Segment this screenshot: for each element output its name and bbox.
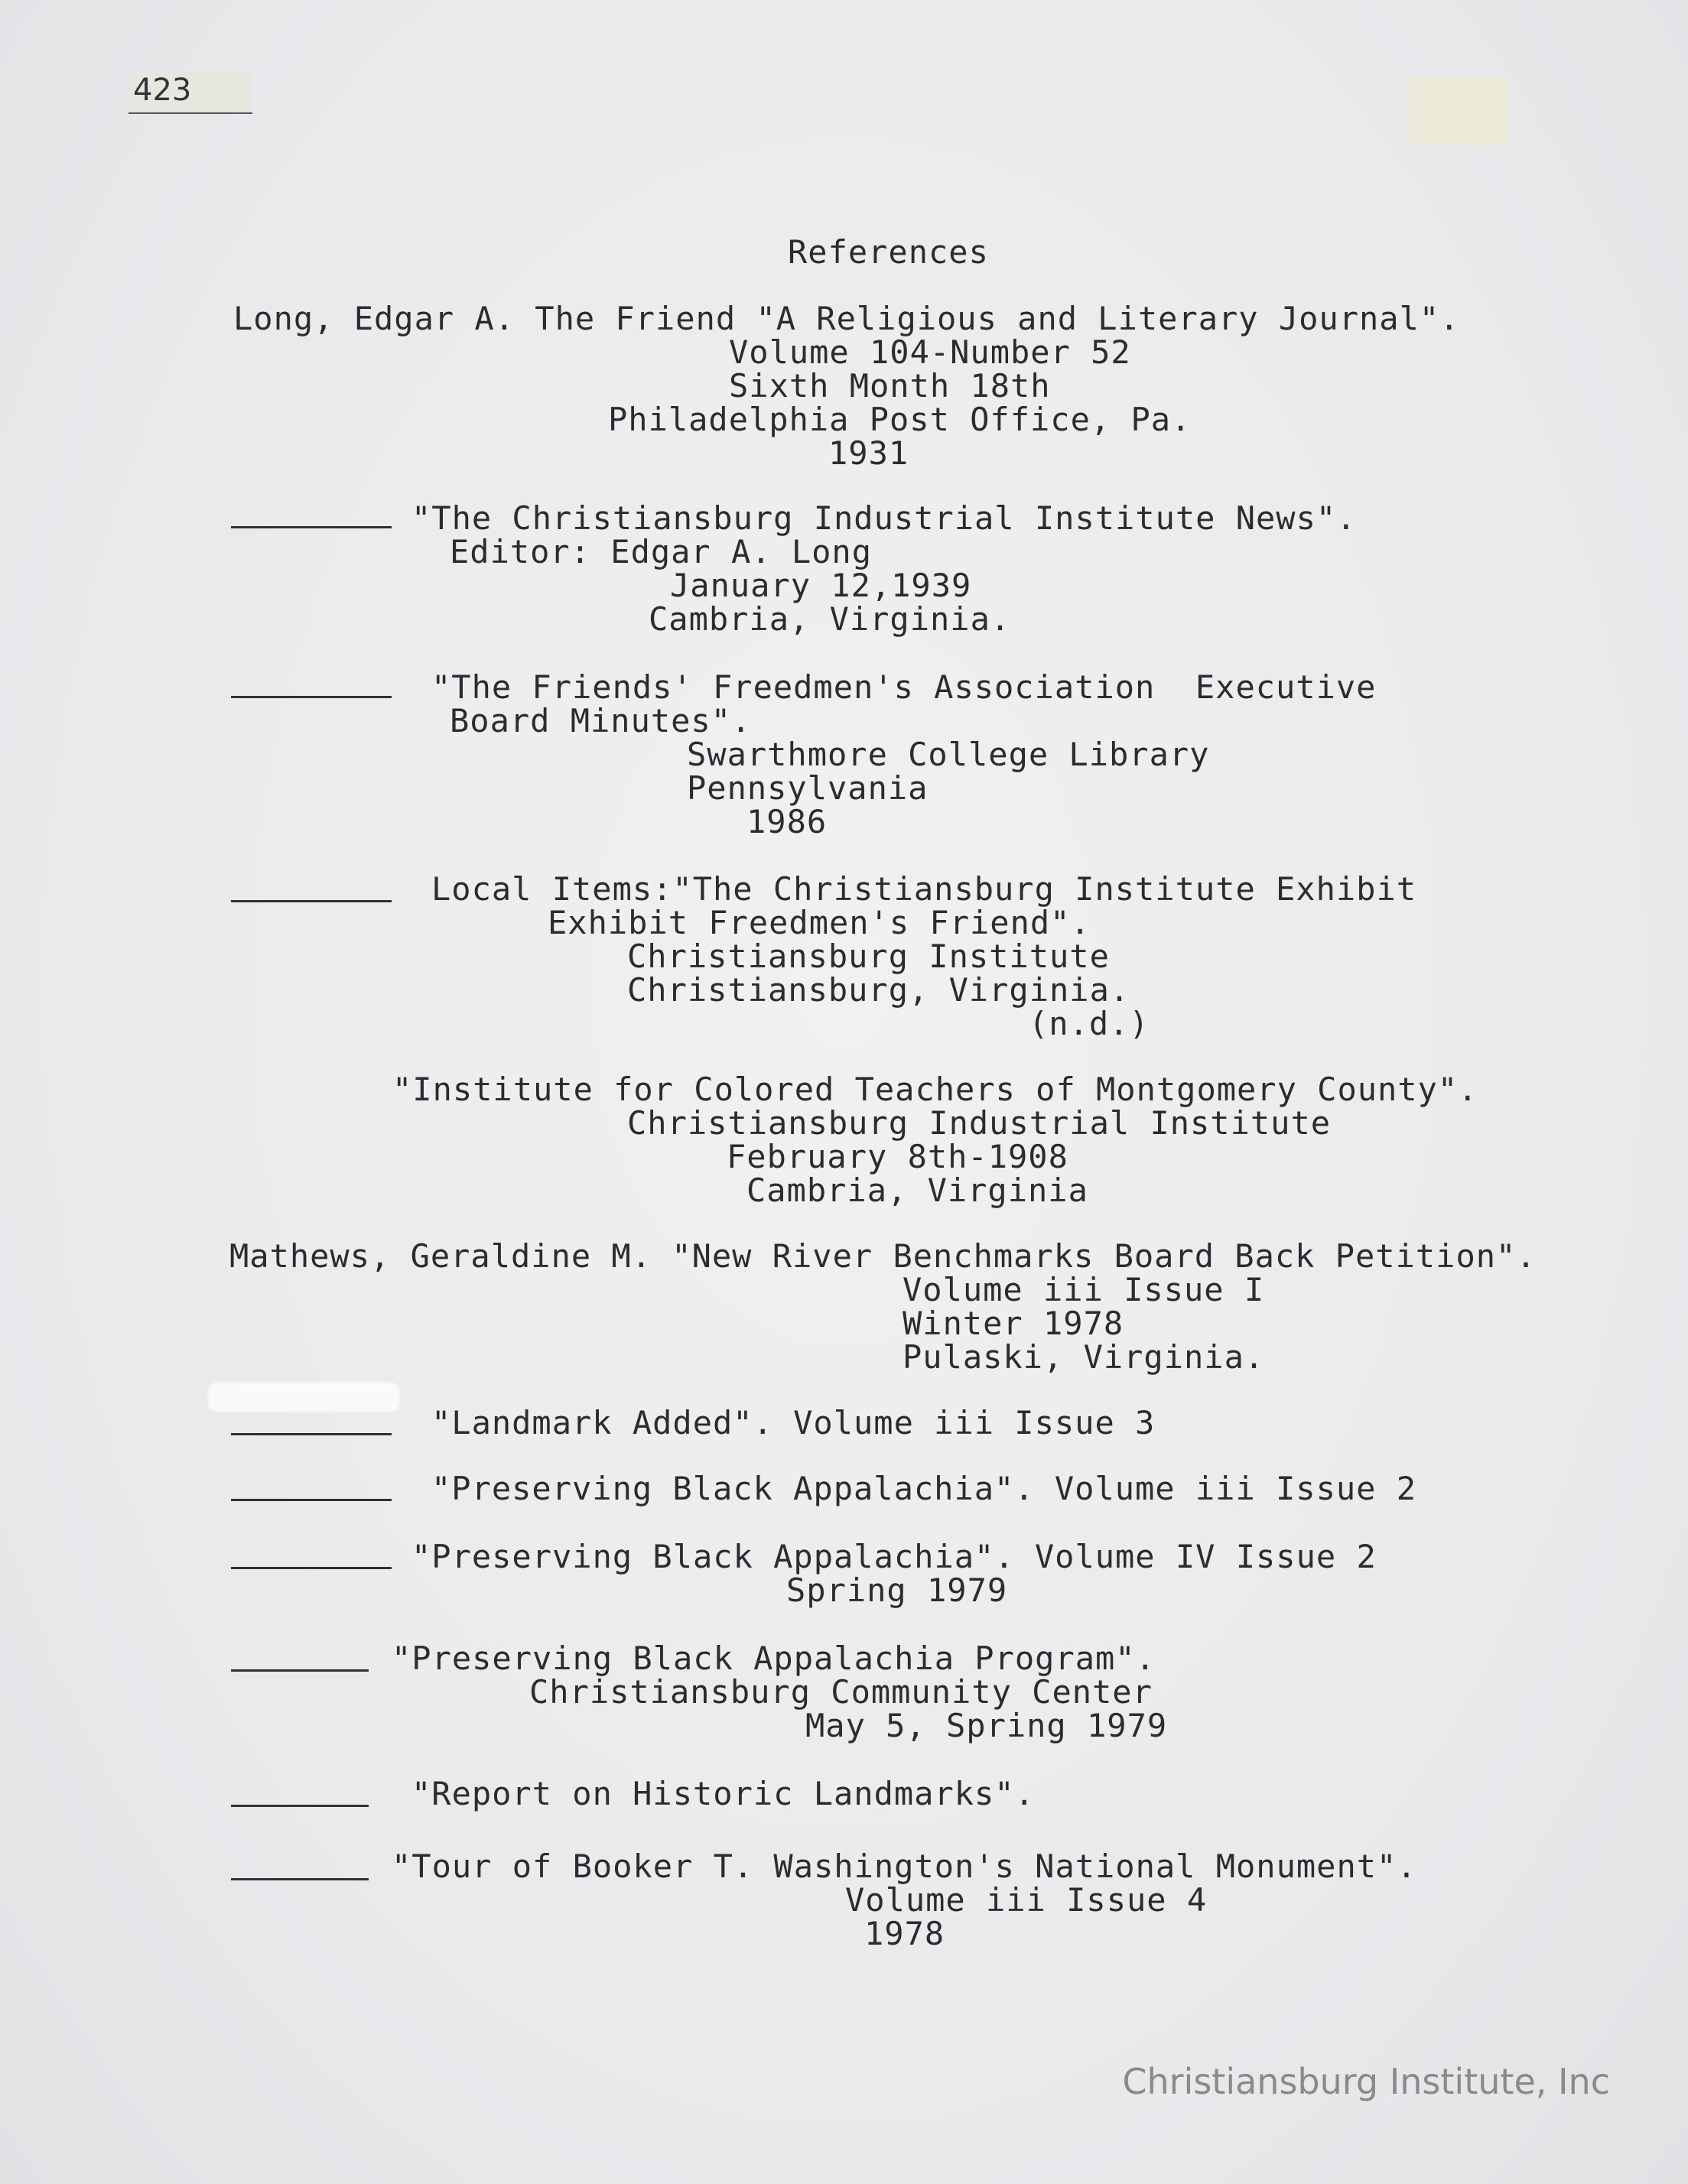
ditto-rule <box>231 1499 392 1501</box>
entry-3-line-3: Swarthmore College Library <box>687 736 1210 773</box>
entry-1-line-4: Philadelphia Post Office, Pa. <box>608 401 1192 438</box>
entry-12-line-2: Volume iii Issue 4 <box>845 1881 1208 1919</box>
entry-2-line-4: Cambria, Virginia. <box>649 600 1011 638</box>
entry-8-line-1: "Preserving Black Appalachia". Volume iii Issue 2 <box>431 1470 1417 1507</box>
ditto-rule <box>231 1805 369 1807</box>
entry-4-line-5: (n.d.) <box>1029 1005 1150 1042</box>
watermark-credit: Christiansburg Institute, Inc <box>1122 2061 1610 2102</box>
entry-9-line-1: "Preserving Black Appalachia". Volume IV Issue 2 <box>411 1538 1377 1575</box>
entry-4-line-1: Local Items:"The Christiansburg Institute Exhibit <box>431 870 1417 908</box>
entry-12-line-1: "Tour of Booker T. Washington's National Monument". <box>392 1848 1417 1885</box>
entry-10-line-2: Christiansburg Community Center <box>529 1673 1153 1711</box>
entry-10-line-3: May 5, Spring 1979 <box>805 1707 1168 1744</box>
entry-5-line-4: Cambria, Virginia <box>746 1172 1088 1209</box>
ditto-rule <box>231 1567 392 1569</box>
entry-2-line-2: Editor: Edgar A. Long <box>450 533 873 570</box>
entry-5-line-3: February 8th-1908 <box>727 1138 1068 1175</box>
entry-6-line-4: Pulaski, Virginia. <box>903 1338 1265 1376</box>
entry-1-line-3: Sixth Month 18th <box>729 367 1051 405</box>
ditto-rule <box>231 1878 369 1880</box>
entry-6-line-2: Volume iii Issue I <box>903 1271 1265 1308</box>
ditto-rule <box>231 1433 392 1435</box>
references-heading: References <box>788 233 989 271</box>
page-number: 423 <box>128 73 252 114</box>
entry-3-line-2: Board Minutes". <box>450 702 752 739</box>
entry-10-line-1: "Preserving Black Appalachia Program". <box>392 1640 1156 1677</box>
entry-2-line-1: "The Christiansburg Industrial Institute News". <box>411 499 1357 537</box>
entry-5-line-1: "Institute for Colored Teachers of Montgomery County". <box>392 1071 1478 1108</box>
entry-3-line-4: Pennsylvania <box>687 769 929 807</box>
correction-fluid-mark <box>208 1383 399 1412</box>
entry-3-line-5: 1986 <box>746 803 828 840</box>
ditto-rule <box>231 696 392 698</box>
entry-9-line-2: Spring 1979 <box>786 1571 1008 1609</box>
entry-3-line-1: "The Friends' Freedmen's Association Executive <box>431 668 1377 706</box>
ditto-rule <box>231 1669 369 1672</box>
entry-4-line-2: Exhibit Freedmen's Friend". <box>548 904 1091 941</box>
ditto-rule <box>231 526 392 528</box>
tape-mark <box>1409 76 1508 145</box>
entry-6-line-3: Winter 1978 <box>903 1305 1124 1342</box>
entry-2-line-3: January 12,1939 <box>670 567 972 604</box>
ditto-rule <box>231 900 392 902</box>
entry-4-line-3: Christiansburg Institute <box>627 938 1110 975</box>
entry-11-line-1: "Report on Historic Landmarks". <box>411 1775 1035 1812</box>
entry-12-line-3: 1978 <box>864 1915 945 1952</box>
entry-6-line-1: Mathews, Geraldine M. "New River Benchmarks Board Back Petition". <box>229 1237 1537 1275</box>
entry-7-line-1: "Landmark Added". Volume iii Issue 3 <box>431 1404 1156 1441</box>
entry-4-line-4: Christiansburg, Virginia. <box>627 971 1130 1009</box>
entry-1-line-1: Long, Edgar A. The Friend "A Religious and Literary Journal". <box>233 300 1460 337</box>
entry-1-line-2: Volume 104-Number 52 <box>729 333 1131 371</box>
entry-1-line-5: 1931 <box>828 434 909 472</box>
entry-5-line-2: Christiansburg Industrial Institute <box>627 1104 1332 1142</box>
